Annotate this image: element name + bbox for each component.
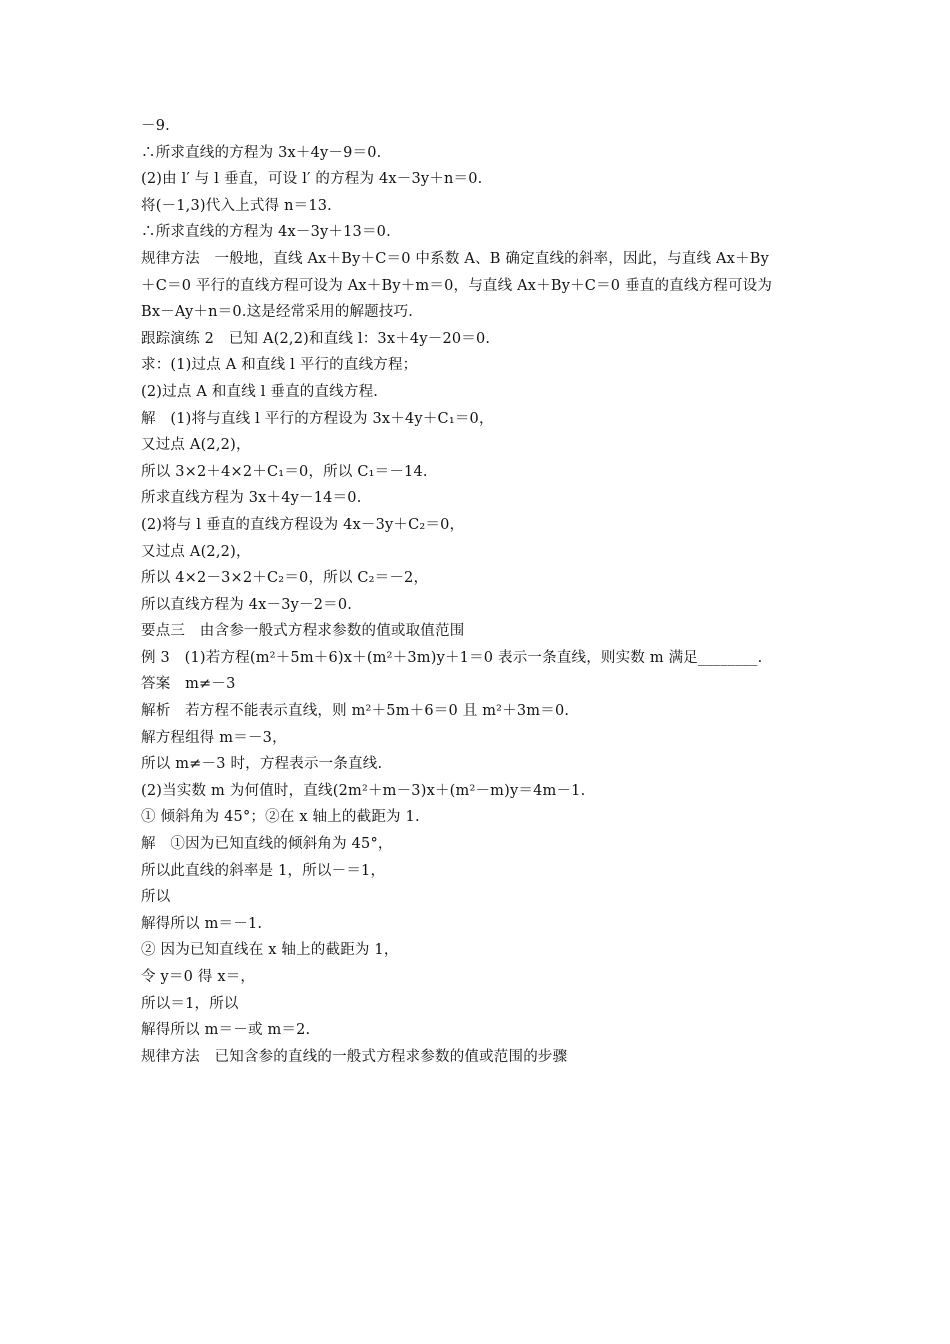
text-line: 解析 若方程不能表示直线，则 m²＋5m＋6＝0 且 m²＋3m＝0.	[141, 703, 570, 720]
text-line: ∴所求直线的方程为 4x－3y＋13＝0.	[141, 224, 391, 241]
example-heading: 例 3 (1)若方程(m²＋5m＋6)x＋(m²＋3m)y＋1＝0 表示一条直线，则实数 m 满足________.	[141, 649, 763, 666]
method-note-line: Bx－Ay＋n＝0.这是经常采用的解题技巧.	[141, 304, 414, 321]
section-heading: 要点三 由含参一般式方程求参数的值或取值范围	[141, 623, 465, 640]
text-line: 求：(1)过点 A 和直线 l 平行的直线方程；	[141, 357, 418, 374]
text-line: 又过点 A(2,2)，	[141, 543, 251, 560]
text-line: 所以＝1，所以	[141, 995, 239, 1012]
text-line: ∴所求直线的方程为 3x＋4y－9＝0.	[141, 144, 382, 161]
text-line: 令 y＝0 得 x＝，	[141, 969, 256, 985]
text-line: 解 ①因为已知直线的倾斜角为 45°，	[141, 836, 393, 853]
text-line: 将(－1,3)代入上式得 n＝13.	[141, 197, 332, 214]
text-line: (2)过点 A 和直线 l 垂直的直线方程.	[141, 383, 379, 400]
text-line: 所以此直线的斜率是 1，所以－＝1，	[141, 862, 386, 879]
text-line: 所以	[141, 889, 171, 906]
method-note-line: ＋C＝0 平行的直线方程可设为 Ax＋By＋m＝0，与直线 Ax＋By＋C＝0 垂直的直线方程可设为	[141, 277, 773, 294]
text-line: 解得所以 m＝－或 m＝2.	[141, 1022, 311, 1039]
exercise-heading: 跟踪演练 2 已知 A(2,2)和直线 l：3x＋4y－20＝0.	[141, 330, 491, 347]
text-line: 解方程组得 m＝－3，	[141, 729, 287, 746]
text-line: 解 (1)将与直线 l 平行的方程设为 3x＋4y＋C₁＝0，	[141, 410, 494, 427]
answer-line: 答案 m≠－3	[141, 676, 236, 693]
document-body	[141, 113, 821, 1070]
text-line: (2)当实数 m 为何值时，直线(2m²＋m－3)x＋(m²－m)y＝4m－1.	[141, 782, 586, 799]
text-line: 所以 3×2＋4×2＋C₁＝0，所以 C₁＝－14.	[141, 463, 428, 480]
text-line: 所以直线方程为 4x－3y－2＝0.	[141, 596, 353, 613]
text-line: ① 倾斜角为 45°；②在 x 轴上的截距为 1.	[141, 809, 420, 826]
text-line: 所求直线方程为 3x＋4y－14＝0.	[141, 490, 362, 507]
method-note-line: 规律方法 一般地，直线 Ax＋By＋C＝0 中系数 A、B 确定直线的斜率，因此，与直线 Ax＋By	[141, 250, 769, 267]
method-note-line: 规律方法 已知含参的直线的一般式方程求参数的值或范围的步骤	[141, 1048, 568, 1065]
text-line: (2)由 l′ 与 l 垂直，可设 l′ 的方程为 4x－3y＋n＝0.	[141, 171, 483, 188]
text-line: 所以 m≠－3 时，方程表示一条直线.	[141, 756, 383, 773]
text-line: 又过点 A(2,2)，	[141, 437, 251, 454]
text-line: 所以 4×2－3×2＋C₂＝0，所以 C₂＝－2，	[141, 570, 429, 587]
text-line: ② 因为已知直线在 x 轴上的截距为 1，	[141, 942, 399, 959]
text-line: 解得所以 m＝－1.	[141, 915, 263, 932]
text-line: (2)将与 l 垂直的直线方程设为 4x－3y＋C₂＝0，	[141, 516, 465, 533]
text-line: －9.	[141, 118, 170, 134]
